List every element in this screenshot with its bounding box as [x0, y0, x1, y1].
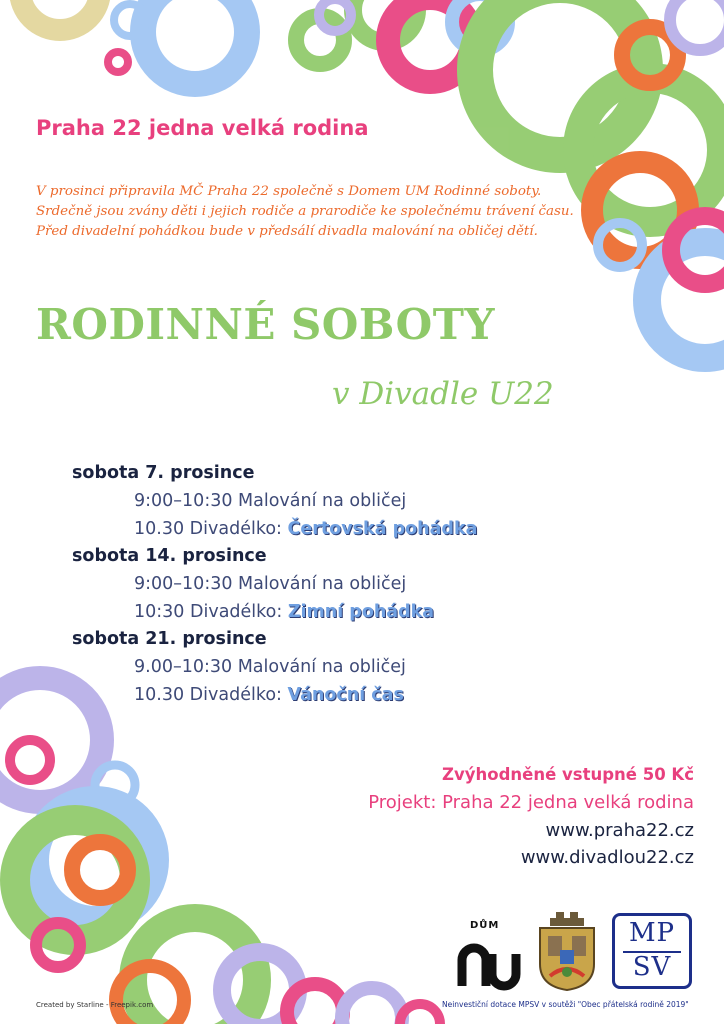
- schedule-painting: 9:00–10:30 Malování na obličej: [134, 491, 407, 511]
- event-title: RODINNÉ SOBOTY: [36, 300, 495, 349]
- project-name: Projekt: Praha 22 jedna velká rodina: [368, 792, 694, 813]
- show-title: Čertovská pohádka: [287, 519, 478, 539]
- crest-icon: [536, 910, 598, 992]
- schedule-theatre: [72, 515, 632, 543]
- praha22-crest: [536, 910, 598, 992]
- schedule-painting: 9.00–10:30 Malování na obličej: [134, 657, 406, 677]
- theatre-label: 10.30 Divadélko:: [134, 519, 288, 539]
- mpsv-logo: [612, 913, 692, 989]
- schedule-day: sobota 7. prosince: [72, 463, 255, 483]
- price-info: Zvýhodněné vstupné 50 Kč: [442, 765, 694, 784]
- schedule-day: sobota 14. prosince: [72, 546, 267, 566]
- schedule-painting: 9:00–10:30 Malování na obličej: [134, 574, 407, 594]
- mpsv-logo-bottom: SV: [632, 952, 672, 982]
- image-credit: Created by Starline - Freepik.com: [36, 1001, 154, 1009]
- intro-text: [36, 182, 596, 242]
- schedule-day: sobota 21. prosince: [72, 629, 267, 649]
- intro-line: Před divadelní pohádkou bude v předsálí divadla malování na obličej dětí.: [36, 224, 538, 239]
- grant-note: Neinvestiční dotace MPSV v soutěži "Obec přátelská rodině 2019": [442, 1000, 689, 1009]
- mpsv-logo-top: MP: [628, 918, 676, 948]
- event-venue: v Divadle U22: [332, 376, 554, 412]
- intro-line: Srdečně jsou zvány děti i jejich rodiče a prarodiče ke společnému trávení času.: [36, 204, 574, 219]
- website-link-praha22[interactable]: www.praha22.cz: [545, 820, 694, 841]
- intro-line: V prosinci připravila MČ Praha 22 společně s Domem UM Rodinné soboty.: [36, 184, 542, 199]
- show-title: Vánoční čas: [287, 685, 404, 705]
- subtitle: Praha 22 jedna velká rodina: [36, 116, 369, 140]
- dum-logo-label: DŮM: [470, 920, 500, 931]
- show-title: Zimní pohádka: [287, 602, 435, 622]
- dum-um-icon: [456, 934, 522, 994]
- website-link-divadlou22[interactable]: www.divadlou22.cz: [520, 847, 694, 868]
- theatre-label: 10:30 Divadélko:: [134, 602, 288, 622]
- schedule-theatre: [72, 681, 632, 709]
- dum-um-logo: [456, 920, 522, 992]
- theatre-label: 10.30 Divadélko:: [134, 685, 288, 705]
- schedule: [72, 460, 632, 709]
- schedule-theatre: [72, 598, 632, 626]
